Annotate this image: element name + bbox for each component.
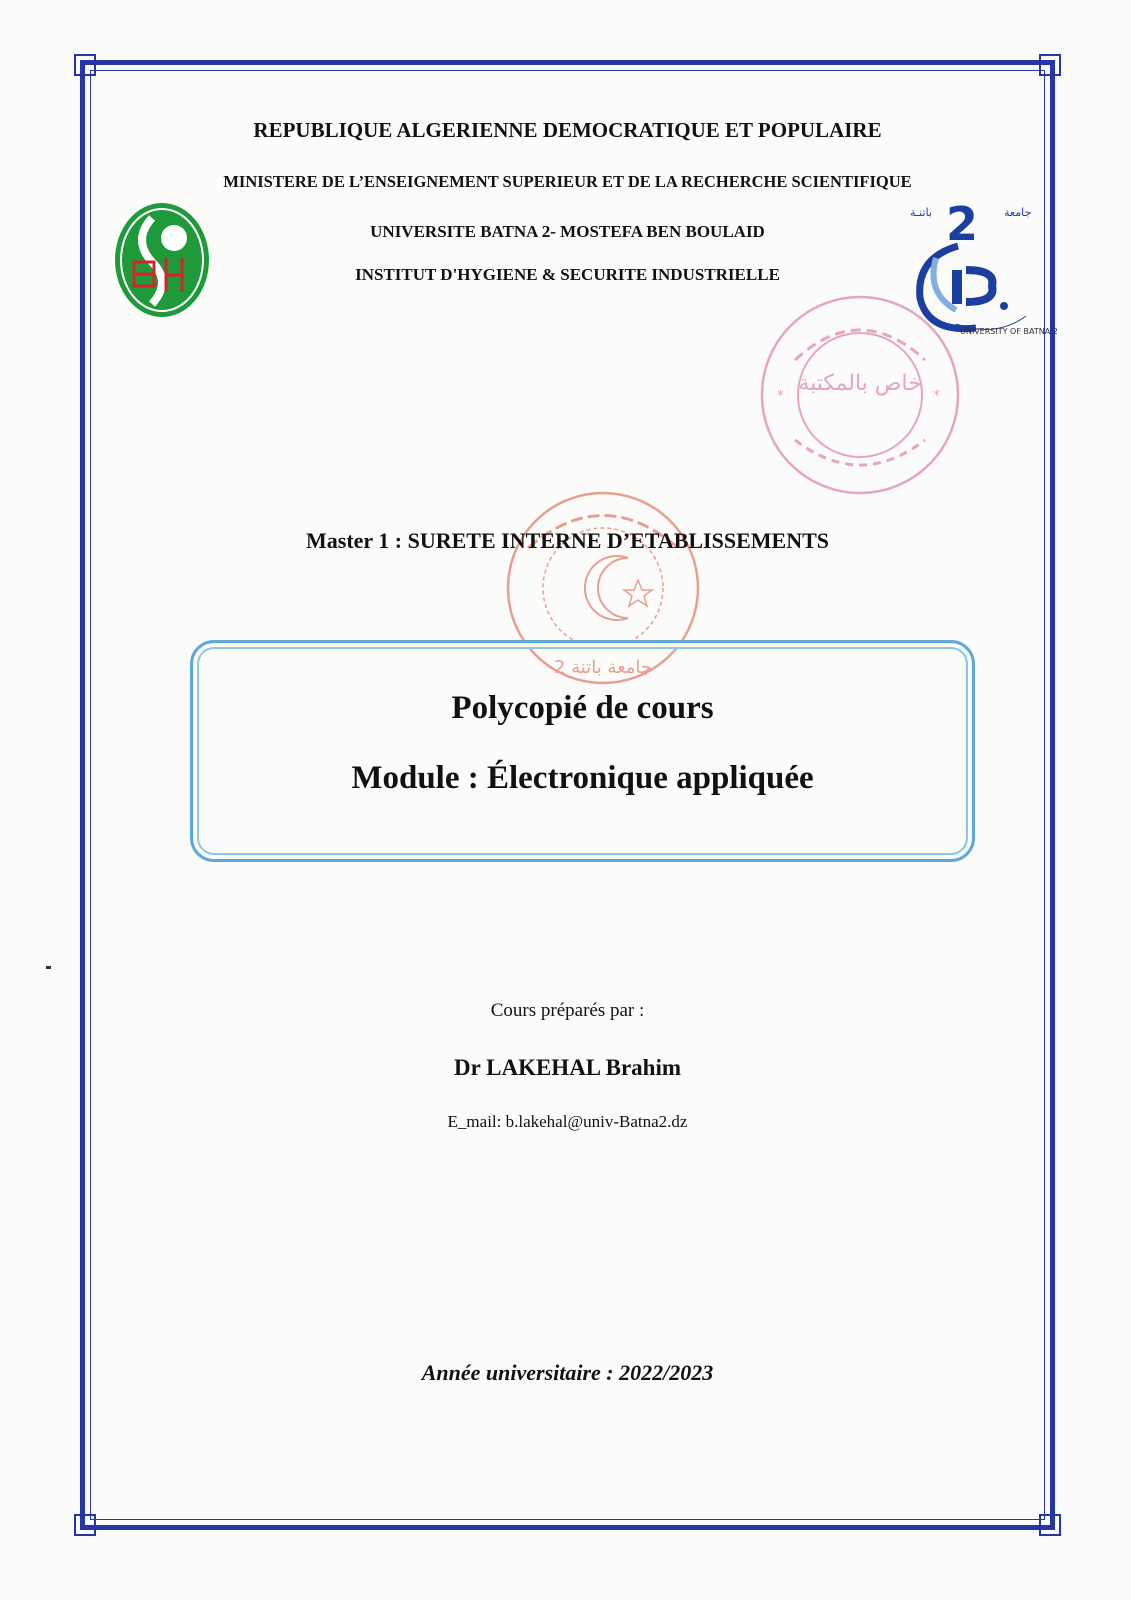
module-title: Module : Électronique appliquée: [351, 760, 814, 796]
author-email: E_mail: b.lakehal@univ-Batna2.dz: [447, 1112, 688, 1131]
border-corner-ornament: [1039, 54, 1061, 76]
border-corner-ornament: [74, 1514, 96, 1536]
official-seal-text: جامعة باتنة 2: [553, 657, 653, 678]
svg-text:2: 2: [946, 197, 979, 251]
border-corner-ornament: [74, 54, 96, 76]
university-heading: UNIVERSITE BATNA 2- MOSTEFA BEN BOULAID: [370, 222, 765, 241]
institute-logo-icon: [112, 200, 212, 320]
course-title-box: [190, 640, 975, 862]
author-name: Dr LAKEHAL Brahim: [453, 1055, 682, 1080]
border-corner-ornament: [1039, 1514, 1061, 1536]
program-title: Master 1 : SURETE INTERNE D’ETABLISSEMENTS: [306, 528, 829, 553]
svg-text:*: *: [933, 388, 940, 404]
scan-speck: [46, 966, 51, 969]
document-type-title: Polycopié de cours: [451, 690, 714, 726]
prepared-by-label: Cours préparés par :: [490, 1000, 645, 1021]
svg-text:*: *: [777, 388, 784, 404]
ministry-heading: MINISTERE DE L’ENSEIGNEMENT SUPERIEUR ET DE LA RECHERCHE SCIENTIFIQUE: [223, 172, 912, 191]
library-stamp-text: خاص بالمكتبة: [798, 371, 922, 396]
republic-heading: REPUBLIQUE ALGERIENNE DEMOCRATIQUE ET POPULAIRE: [253, 118, 882, 142]
svg-text:جامعة: جامعة: [1004, 206, 1032, 219]
university-logo-text: UNIVERSITY OF BATNA 2: [960, 327, 1058, 336]
academic-year: Année universitaire : 2022/2023: [421, 1360, 714, 1385]
institute-heading: INSTITUT D'HYGIENE & SECURITE INDUSTRIELLE: [355, 265, 780, 284]
library-stamp: [755, 290, 965, 500]
svg-text:باتنـة: باتنـة: [910, 206, 932, 219]
